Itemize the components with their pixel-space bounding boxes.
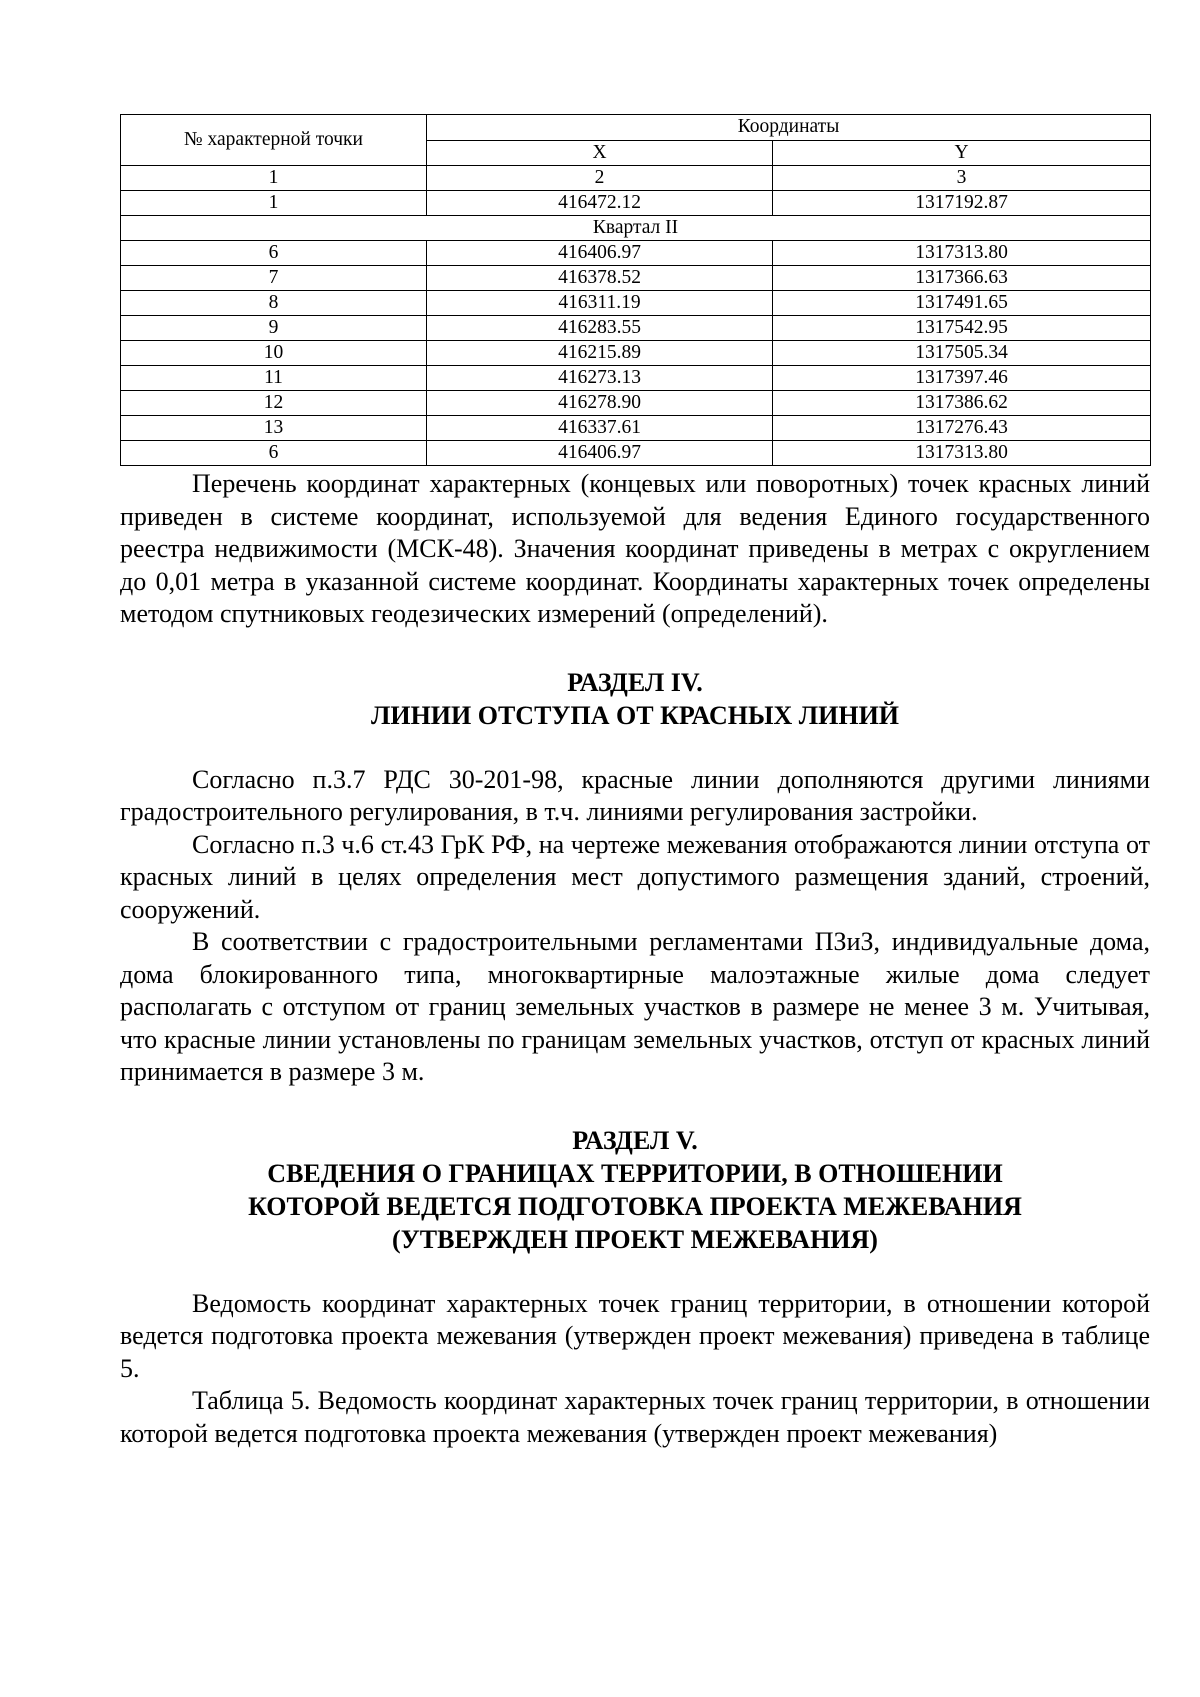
point-cell: 11	[121, 366, 427, 391]
point-cell: 1	[121, 191, 427, 216]
point-cell: 8	[121, 291, 427, 316]
table-row	[121, 391, 1151, 416]
table-row	[121, 291, 1151, 316]
point-cell: 10	[121, 341, 427, 366]
x-cell: 416337.61	[427, 416, 773, 441]
colnum-cell: 2	[427, 166, 773, 191]
section-5-heading-line-4: (УТВЕРЖДЕН ПРОЕКТ МЕЖЕВАНИЯ)	[392, 1224, 878, 1254]
y-cell: 1317313.80	[773, 441, 1151, 466]
section-5-heading-line-1: РАЗДЕЛ V.	[572, 1125, 698, 1155]
x-cell: 416406.97	[427, 241, 773, 266]
x-cell: 416406.97	[427, 441, 773, 466]
table-row	[121, 366, 1151, 391]
table-row	[121, 241, 1151, 266]
section-5-heading-line-2: СВЕДЕНИЯ О ГРАНИЦАХ ТЕРРИТОРИИ, В ОТНОШЕНИИ	[267, 1158, 1003, 1188]
point-cell: 12	[121, 391, 427, 416]
table-row	[121, 416, 1151, 441]
x-cell: 416283.55	[427, 316, 773, 341]
y-cell: 1317505.34	[773, 341, 1151, 366]
section-4-heading-line-2: ЛИНИИ ОТСТУПА ОТ КРАСНЫХ ЛИНИЙ	[370, 700, 900, 730]
x-cell: 416378.52	[427, 266, 773, 291]
coordinates-note-paragraph: Перечень координат характерных (концевых или поворотных) точек красных линий приведен в системе координат, используемой для ведения Единого государственного реестра недвижимости (МСК-48). Значения координат приведены в метрах с округлением до 0,01 метра в указанной системе координат. Координаты характерных точек определены методом спутниковых геодезических измерений (определений).	[120, 469, 1150, 628]
section-4-paragraph: Согласно п.3 ч.6 ст.43 ГрК РФ, на чертеже межевания отображаются линии отступа от красных линий в целях определения мест допустимого размещения зданий, строений, сооружений.	[120, 829, 1150, 924]
table-colnum-row	[121, 166, 1151, 191]
point-cell: 13	[121, 416, 427, 441]
y-cell: 1317542.95	[773, 316, 1151, 341]
header-point-cell: № характерной точки	[121, 115, 427, 166]
table-row	[121, 316, 1151, 341]
y-cell: 1317313.80	[773, 241, 1151, 266]
section-5-heading-line-3: КОТОРОЙ ВЕДЕТСЯ ПОДГОТОВКА ПРОЕКТА МЕЖЕВАНИЯ	[248, 1191, 1022, 1221]
point-cell: 7	[121, 266, 427, 291]
x-cell: 416311.19	[427, 291, 773, 316]
x-cell: 416215.89	[427, 341, 773, 366]
table-header-row	[121, 115, 1151, 141]
section-4-heading-line-1: РАЗДЕЛ IV.	[567, 667, 703, 697]
section-4-paragraph: Согласно п.3.7 РДС 30-201-98, красные линии дополняются другими линиями градостроительного регулирования, в т.ч. линиями регулирования застройки.	[120, 764, 1150, 826]
y-cell: 1317386.62	[773, 391, 1151, 416]
table-5-caption: Таблица 5. Ведомость координат характерных точек границ территории, в отношении которой ведется подготовка проекта межевания (утвержден проект межевания)	[120, 1386, 1150, 1448]
x-cell: 416278.90	[427, 391, 773, 416]
table-section-row	[121, 216, 1151, 241]
table-row	[121, 266, 1151, 291]
colnum-cell: 1	[121, 166, 427, 191]
y-cell: 1317192.87	[773, 191, 1151, 216]
document-page	[120, 114, 1150, 1450]
table-row	[121, 441, 1151, 466]
header-x-cell: X	[427, 140, 773, 166]
y-cell: 1317276.43	[773, 416, 1151, 441]
x-cell: 416472.12	[427, 191, 773, 216]
coordinates-table	[120, 114, 1151, 466]
section-label-cell: Квартал II	[121, 216, 1151, 241]
header-coords-cell: Координаты	[427, 115, 1151, 141]
section-4-paragraph: В соответствии с градостроительными регламентами ПЗиЗ, индивидуальные дома, дома блокированного типа, многоквартирные малоэтажные жилые дома следует располагать с отступом от границ земельных участков в размере не менее 3 м. Учитывая, что красные линии установлены по границам земельных участков, отступ от красных линий принимается в размере 3 м.	[120, 927, 1150, 1086]
table-row	[121, 191, 1151, 216]
y-cell: 1317397.46	[773, 366, 1151, 391]
point-cell: 9	[121, 316, 427, 341]
point-cell: 6	[121, 241, 427, 266]
colnum-cell: 3	[773, 166, 1151, 191]
section-5-paragraph: Ведомость координат характерных точек границ территории, в отношении которой ведется подготовка проекта межевания (утвержден проект межевания) приведена в таблице 5.	[120, 1288, 1150, 1383]
y-cell: 1317491.65	[773, 291, 1151, 316]
table-row	[121, 341, 1151, 366]
x-cell: 416273.13	[427, 366, 773, 391]
header-y-cell: Y	[773, 140, 1151, 166]
y-cell: 1317366.63	[773, 266, 1151, 291]
point-cell: 6	[121, 441, 427, 466]
